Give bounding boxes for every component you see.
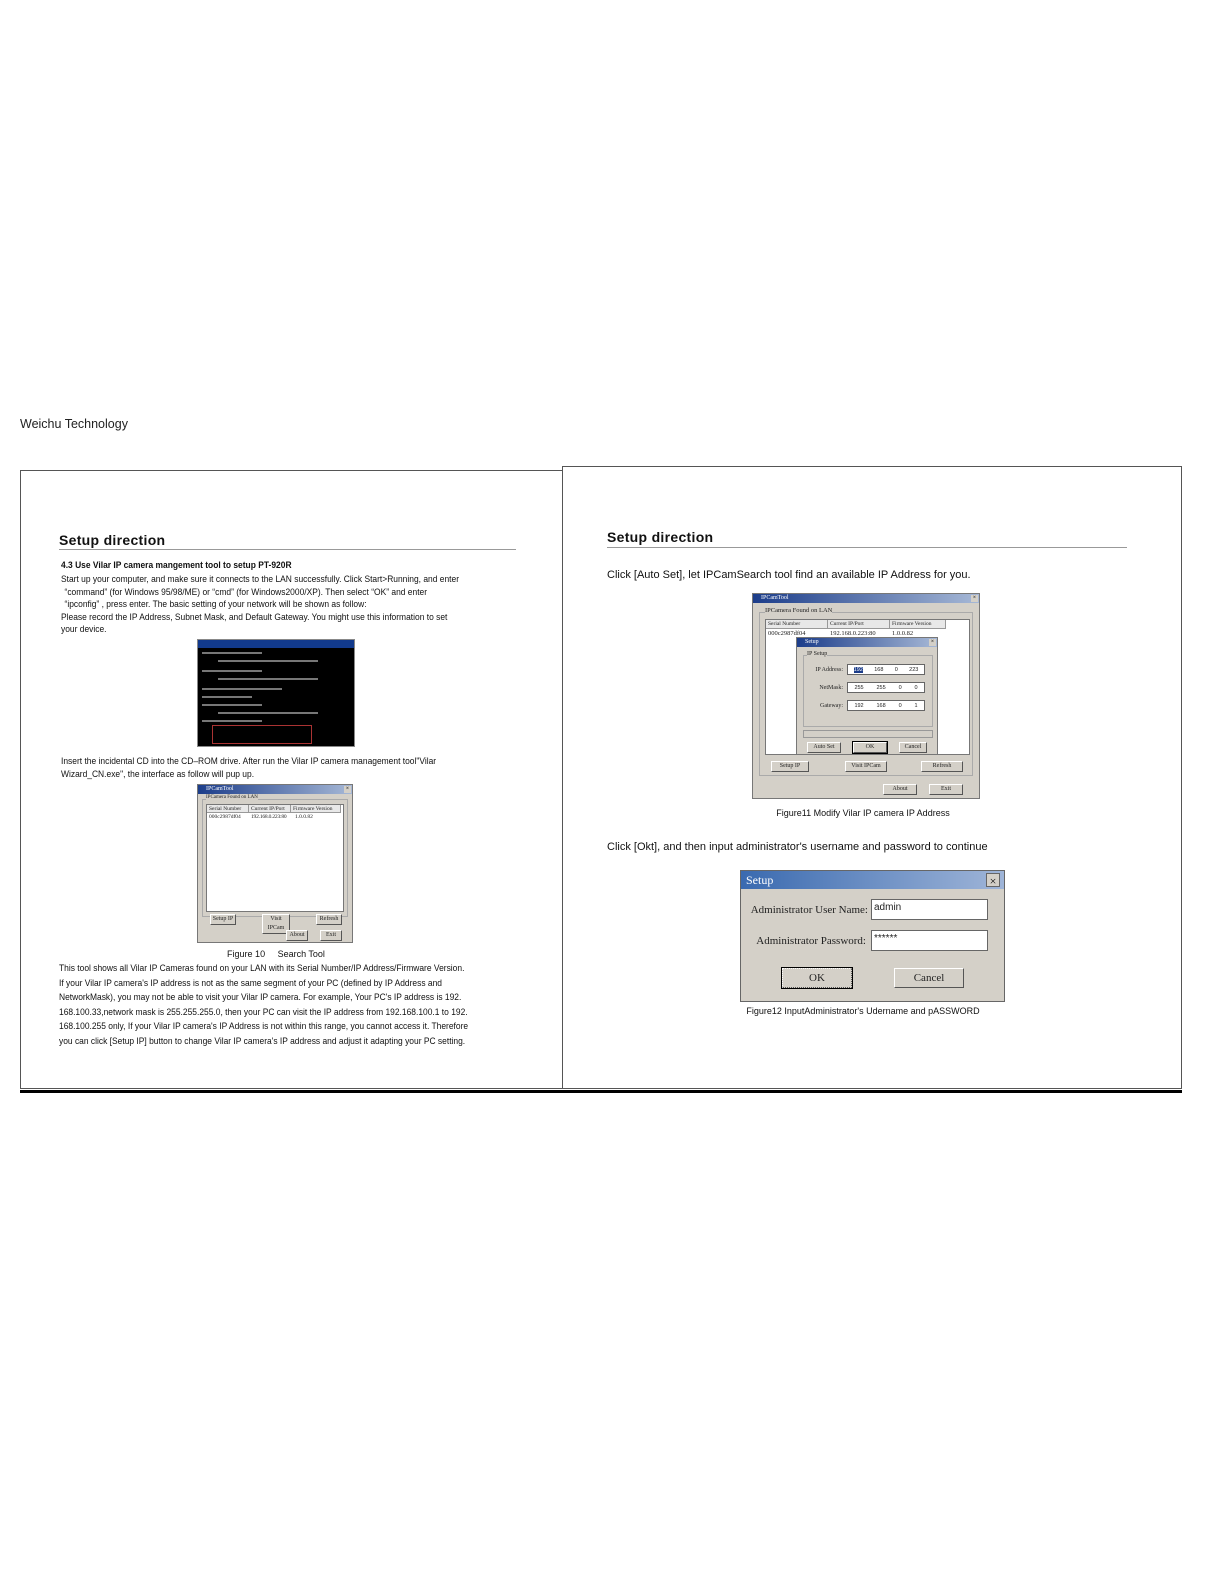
text-line: NetworkMask), you may not be able to visit your Vilar IP camera. For example, Your PC's IP address is 192. (59, 992, 462, 1004)
status-bar (803, 730, 933, 738)
ip-label: IP Address: (815, 667, 843, 673)
group-label: IP Setup (807, 651, 828, 657)
ok-button[interactable]: OK (782, 968, 852, 988)
title-rule (607, 547, 1127, 548)
auto-set-button[interactable]: Auto Set (807, 742, 841, 753)
company-header: Weichu Technology (20, 417, 128, 431)
left-page (20, 470, 563, 1089)
title-rule (59, 549, 516, 550)
dialog-title: Setup (805, 639, 819, 645)
username-input[interactable]: admin (871, 899, 988, 920)
figure12-caption: Figure12 InputAdministrator's Udername and pASSWORD (746, 1006, 980, 1016)
column-header[interactable]: Current IP/Port (249, 805, 291, 813)
text-line: you can click [Setup IP] button to change Vilar IP camera's IP address and adjust it adapting your PC setting. (59, 1035, 466, 1047)
octet: 168 (874, 666, 884, 673)
close-icon[interactable]: × (986, 873, 1000, 887)
intro-text (61, 574, 459, 637)
window-title: IPCamTool (206, 786, 234, 792)
footer-rule (20, 1090, 1182, 1093)
serial-cell[interactable]: 000c2987df04 (768, 630, 806, 637)
ip-cell[interactable]: 192.168.0.223:80 (830, 630, 876, 637)
text-line: Start up your computer, and make sure it connects to the LAN successfully. Click Start>Running, and enter (61, 574, 460, 585)
page-title: Setup direction (59, 532, 166, 548)
exit-button[interactable]: Exit (320, 930, 342, 941)
model-name: PT-920R (258, 560, 292, 571)
column-header[interactable]: Firmware Version (291, 805, 341, 813)
autoset-instruction: Click [Auto Set], let IPCamSearch tool find an available IP Address for you. (607, 569, 971, 581)
octet: 192 (854, 702, 864, 709)
ok-button[interactable]: OK (853, 742, 887, 753)
octet: 168 (876, 702, 886, 709)
close-icon[interactable]: × (972, 595, 977, 601)
password-label: Administrator Password: (756, 935, 866, 947)
page-title: Setup direction (607, 529, 714, 545)
text-line: If your Vilar IP camera's IP address is not as the same segment of your PC (defined by IP Address and (59, 977, 442, 989)
about-button[interactable]: About (286, 930, 308, 941)
serial-cell[interactable]: 000c2987df04 (209, 814, 241, 820)
text-line: “ipconfig” , press enter. The basic setting of your network will be shown as follow: (64, 599, 367, 611)
gateway-input[interactable] (847, 700, 925, 711)
text-line: 168.100.255 only, If your Vilar IP camera's IP Address is not within this range, you cannot access it. Therefore (59, 1021, 469, 1033)
octet: 192 (853, 666, 863, 673)
about-button[interactable]: About (883, 784, 917, 795)
ip-address-input[interactable] (847, 664, 925, 675)
refresh-button[interactable]: Refresh (316, 914, 342, 925)
cancel-button[interactable]: Cancel (899, 742, 927, 753)
heading-text: 4.3 Use Vilar IP camera mangement tool to setup (61, 560, 256, 571)
figure11-caption: Figure11 Modify Vilar IP camera IP Address (776, 808, 950, 818)
cancel-button[interactable]: Cancel (894, 968, 964, 988)
camera-list[interactable] (206, 804, 344, 912)
ipconfig-screenshot (197, 639, 355, 747)
password-input[interactable]: ****** (871, 930, 988, 951)
refresh-button[interactable]: Refresh (921, 761, 963, 772)
body-text (59, 962, 468, 1050)
column-header[interactable]: Serial Number (207, 805, 249, 813)
firmware-cell[interactable]: 1.0.0.82 (295, 814, 313, 820)
ipcamtool-window (197, 784, 353, 943)
octet: 1 (914, 702, 918, 709)
ipcamtool-window (752, 593, 980, 799)
gateway-label: Gateway: (820, 703, 843, 709)
visit-ipcam-button[interactable]: Visit IPCam (262, 914, 290, 934)
username-label: Administrator User Name: (750, 904, 868, 916)
group-label: IPCamera Found on LAN (765, 607, 833, 614)
octet: 0 (898, 702, 902, 709)
column-header[interactable]: Firmware Version (890, 620, 946, 629)
window-title: IPCamTool (761, 595, 789, 601)
setup-ip-button[interactable]: Setup IP (210, 914, 236, 925)
octet: 223 (909, 666, 919, 673)
octet: 255 (876, 684, 886, 691)
ok-instruction: Click [Okt], and then input administrator's username and password to continue (607, 841, 988, 853)
admin-login-dialog (740, 870, 1005, 1002)
setup-ip-button[interactable]: Setup IP (771, 761, 809, 772)
visit-ipcam-button[interactable]: Visit IPCam (845, 761, 887, 772)
firmware-cell[interactable]: 1.0.0.82 (892, 630, 914, 637)
group-label: IPCamera Found on LAN (206, 795, 258, 800)
figure10-caption: Figure 10 Search Tool (227, 949, 325, 959)
exit-button[interactable]: Exit (929, 784, 963, 795)
ip-cell[interactable]: 192.168.0.223:80 (251, 814, 287, 820)
setup-ip-dialog (796, 637, 938, 755)
text-line: your device. (61, 624, 107, 636)
text-line: Insert the incidental CD into the CD–ROM drive. After run the Vilar IP camera management tool"Vilar (61, 756, 437, 767)
text-line: Please record the IP Address, Subnet Mask, and Default Gateway. You might use this information to set (61, 611, 448, 623)
cd-text (61, 756, 436, 781)
netmask-input[interactable] (847, 682, 925, 693)
column-header[interactable]: Serial Number (766, 620, 828, 629)
right-page (562, 466, 1182, 1089)
text-line: 168.100.33,network mask is 255.255.255.0, then your PC can visit the IP address from 192.168.100.1 to 192. (59, 1006, 468, 1018)
octet: 0 (894, 666, 898, 673)
close-icon[interactable]: × (345, 786, 350, 792)
octet: 0 (898, 684, 902, 691)
close-icon[interactable]: × (930, 639, 935, 645)
column-header[interactable]: Current IP/Port (828, 620, 890, 629)
octet: 0 (914, 684, 918, 691)
octet: 255 (854, 684, 864, 691)
netmask-label: NetMask: (819, 685, 843, 691)
section-heading (61, 560, 292, 573)
text-line: This tool shows all Vilar IP Cameras found on your LAN with its Serial Number/IP Address/Firmware Version. (59, 963, 465, 974)
text-line: Wizard_CN.exe", the interface as follow will pup up. (61, 768, 255, 780)
dialog-title: Setup (746, 873, 774, 887)
text-line: “command” (for Windows 95/98/ME) or “cmd” (for Windows2000/XP). Then select “OK” and enter (64, 586, 428, 598)
